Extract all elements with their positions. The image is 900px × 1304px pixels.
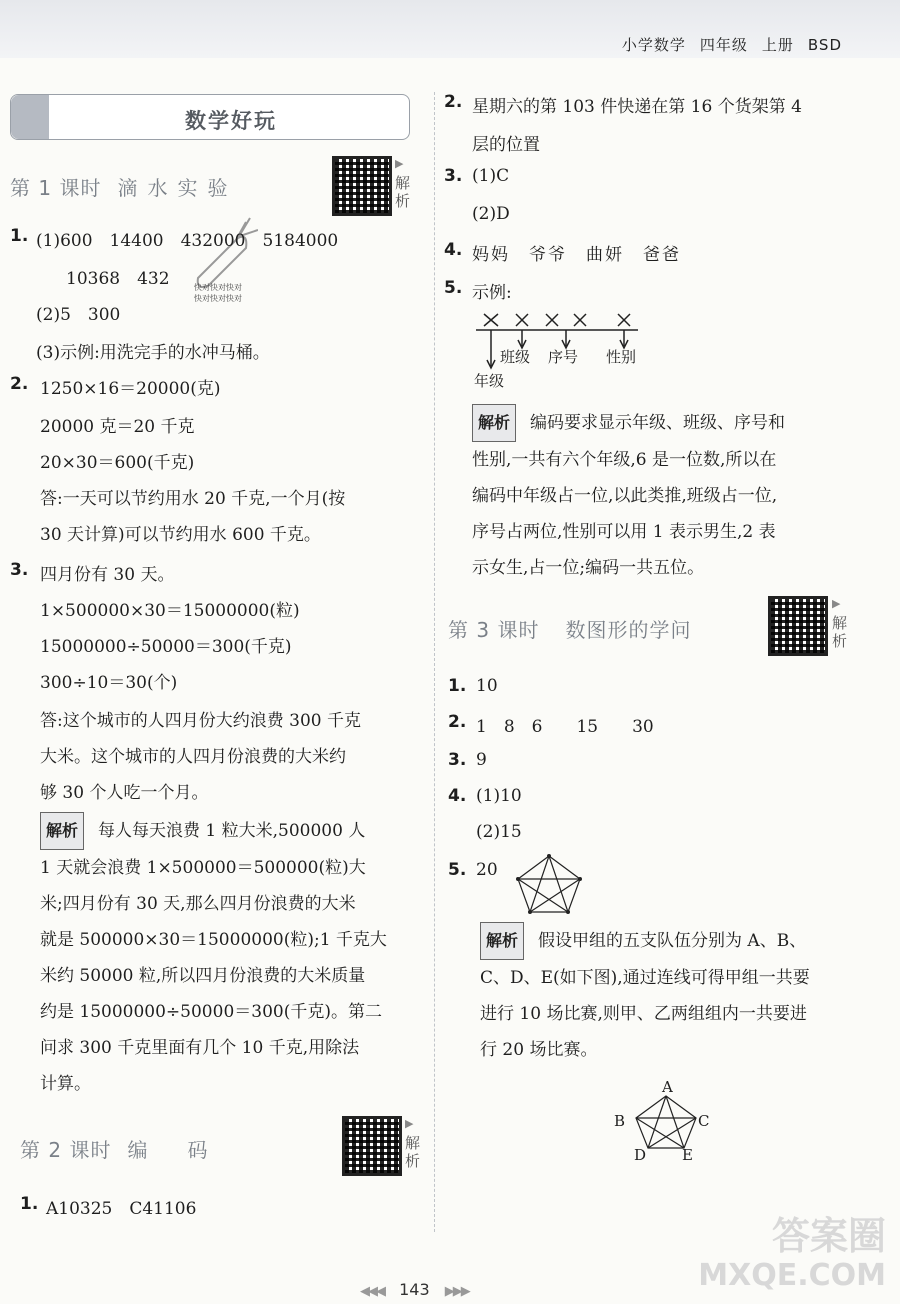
page-number: 143	[399, 1280, 430, 1299]
answer-line: A10325 C41106	[46, 1199, 197, 1219]
answer-line: 10368 432	[66, 269, 170, 289]
grade: 四年级	[699, 36, 748, 54]
q-number: 1.	[448, 676, 467, 696]
carrot-caption: 快对快对快对 快对快对快对	[194, 283, 242, 303]
column-divider	[434, 92, 435, 1232]
pentagon-diagram	[514, 852, 584, 916]
analysis-tag: 解析	[40, 812, 84, 850]
edition: BSD	[807, 36, 842, 54]
answer-line: 15000000÷50000＝300(千克)	[40, 637, 292, 657]
lesson-title: 滴水实验	[117, 176, 238, 200]
answer-line: 1×500000×30＝15000000(粒)	[40, 601, 300, 621]
q-number: 1.	[20, 1194, 39, 1214]
vertex-label-b: B	[614, 1112, 626, 1130]
answer-line: (2)15	[476, 822, 522, 842]
answer-line: 答:这个城市的人四月份大约浪费 300 千克	[40, 711, 361, 731]
play-icon: ▶	[405, 1117, 414, 1130]
lesson-number: 第 2 课时	[20, 1138, 112, 1162]
lesson-title: 数图形的学问	[565, 618, 692, 642]
answer-line: (2)D	[472, 204, 510, 224]
play-icon: ▶	[832, 597, 841, 610]
qr-code-icon[interactable]	[342, 1116, 402, 1176]
lesson-2-heading	[20, 1134, 247, 1163]
analysis-block: 解析 编码要求显示年级、班级、序号和 性别,一共有六个年级,6 是一位数,所以在 编码中年级占一位,以此类推,班级占一位, 序号占两位,性别可以用 1 表示男生,2 表 示女生,占一位;编码一共五位。	[472, 404, 862, 586]
q-number: 1.	[10, 226, 29, 246]
play-icon: ▶	[395, 157, 404, 170]
answer-line: 层的位置	[472, 135, 540, 155]
qr-code-icon[interactable]	[768, 596, 828, 656]
analysis-tag: 解析	[472, 404, 516, 442]
lesson-1-heading	[10, 172, 237, 201]
answer-line: 10	[476, 676, 498, 696]
qr-label: 解析	[395, 174, 411, 210]
section-tab	[11, 95, 49, 139]
lesson-3-heading	[448, 614, 691, 643]
q-number: 2.	[448, 712, 467, 732]
answer-line: 300÷10＝30(个)	[40, 673, 178, 693]
answer-line: 1 8 6 15 30	[476, 717, 654, 737]
lesson-number: 第 3 课时	[448, 618, 540, 642]
q-number: 5.	[444, 278, 463, 298]
q-number: 4.	[444, 240, 463, 260]
vertex-label-c: C	[698, 1112, 710, 1130]
right-arrows-icon: ▶▶▶	[444, 1284, 469, 1299]
answer-line: 妈妈 爷爷 曲妍 爸爸	[472, 245, 681, 265]
lesson-title: 编码	[127, 1138, 248, 1162]
answer-line: 四月份有 30 天。	[40, 565, 175, 585]
analysis-block: 解析 假设甲组的五支队伍分别为 A、B、 C、D、E(如下图),通过连线可得甲组一共要 进行 10 场比赛,则甲、乙两组组内一共要进 行 20 场比赛。	[480, 922, 870, 1068]
page-footer	[360, 1280, 469, 1299]
label-grade: 年级	[474, 372, 505, 390]
answer-line: 20×30＝600(千克)	[40, 453, 195, 473]
answer-line: (1)C	[472, 166, 510, 186]
q-number: 5.	[448, 860, 467, 880]
qr-label: 解析	[405, 1134, 421, 1170]
pentagon-abcde-diagram	[630, 1090, 702, 1154]
watermark: 答案圈 MXQE.COM	[698, 1214, 886, 1293]
answer-line: 9	[476, 750, 487, 770]
lesson-number: 第 1 课时	[10, 176, 102, 200]
q-number: 2.	[10, 374, 29, 394]
qr-code-icon[interactable]	[332, 156, 392, 216]
header-info	[608, 34, 842, 55]
subject: 小学数学	[621, 36, 686, 54]
answer-line: 够 30 个人吃一个月。	[40, 783, 209, 803]
vertex-label-e: E	[682, 1146, 693, 1164]
answer-line: 大米。这个城市的人四月份浪费的大米约	[40, 747, 346, 767]
answer-line: 答:一天可以节约用水 20 千克,一个月(按	[40, 489, 346, 509]
q-number: 3.	[444, 166, 463, 186]
q-number: 3.	[10, 560, 29, 580]
analysis-tag: 解析	[480, 922, 524, 960]
qr-label: 解析	[832, 614, 848, 650]
answer-line: 20	[476, 860, 498, 880]
answer-line: (1)600 14400 432000 5184000	[36, 231, 339, 251]
answer-line: (2)5 300	[36, 305, 121, 325]
analysis-block: 解析 每人每天浪费 1 粒大米,500000 人 1 天就会浪费 1×500000＝500000(粒)大 米;四月份有 30 天,那么四月份浪费的大米 就是 500000×30＝15000000(粒);1 千克大 米约 50000 粒,所以四月份浪费的大米质量 约是 15000000÷50000＝300(千克)。第二 问求 300 千克里面有几个 10 千克,用除法 计算。	[40, 812, 420, 1102]
vertex-label-a: A	[662, 1078, 673, 1096]
section-banner	[10, 94, 410, 140]
q-number: 2.	[444, 92, 463, 112]
vertex-label-d: D	[634, 1146, 647, 1164]
answer-line: 20000 克＝20 千克	[40, 417, 195, 437]
label-class: 班级	[500, 348, 531, 366]
answer-line: 星期六的第 103 件快递在第 16 个货架第 4	[472, 97, 802, 117]
volume: 上册	[761, 36, 794, 54]
q-number: 4.	[448, 786, 467, 806]
answer-line: (3)示例:用洗完手的水冲马桶。	[36, 343, 270, 363]
section-title: 数学好玩	[185, 109, 277, 133]
answer-line: (1)10	[476, 786, 522, 806]
answer-line: 30 天计算)可以节约用水 600 千克。	[40, 525, 321, 545]
q-number: 3.	[448, 750, 467, 770]
label-sex: 性别	[606, 348, 637, 366]
label-seq: 序号	[548, 348, 579, 366]
answer-line: 1250×16＝20000(克)	[40, 379, 221, 399]
left-arrows-icon: ◀◀◀	[360, 1284, 384, 1299]
answer-line: 示例:	[472, 283, 512, 303]
